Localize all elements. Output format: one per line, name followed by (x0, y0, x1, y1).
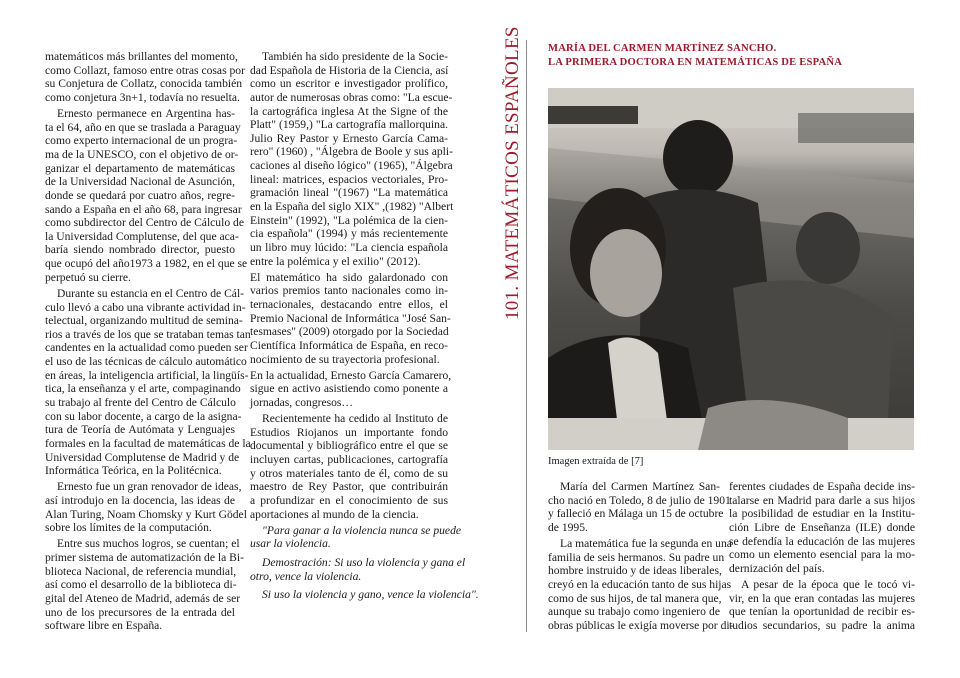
text-line: Ernesto fue un gran renovador de ideas, (57, 480, 242, 494)
text-line: como Collazt, famoso entre otras cosas por (45, 63, 245, 77)
text-line: Alan Turing, Noam Chomsky y Kurt Gödel (45, 507, 247, 521)
text-line: de la Universidad Nacional de Asunción, (45, 175, 235, 189)
article-title-line-2: LA PRIMERA DOCTORA EN MATEMÁTICAS DE ESPAÑA (548, 56, 843, 68)
text-line: otro, vence la violencia. (250, 569, 362, 583)
text-line: tesmases" (2009) otorgado por la Sociedad (250, 325, 449, 339)
article-title-line-1: MARÍA DEL CARMEN MARTÍNEZ SANCHO. (548, 43, 777, 54)
text-line: Recientemente ha cedido al Instituto de (262, 412, 448, 426)
article-header (548, 42, 842, 69)
text-line: tura de Teoría de Autómata y Lenguajes (45, 423, 235, 437)
text-line: así introdujo en la docencia, las ideas de (45, 494, 235, 507)
text-line: caciones al diseño lógico" (1965), "Álgebra (250, 159, 453, 173)
text-line: ma de la UNESCO, con el objetivo de or- (45, 147, 239, 161)
text-line: ta el 64, año en que se traslada a Paraguay (45, 120, 241, 134)
text-line: Durante su estancia en el Centro de Cál- (57, 286, 245, 300)
text-line: familia de seis hermanos. Su padre un (548, 550, 725, 564)
text-line: ganizar el departamento de matemáticas (45, 161, 235, 175)
text-line: El matemático ha sido galardonado con (250, 270, 448, 284)
text-line: Platt" (1959,) "La cartografía mallorquina. (250, 118, 448, 132)
historical-photo (548, 88, 914, 450)
text-line: gramación lineal "(1967) "La matemática (250, 186, 448, 200)
text-line: se defendía la educación de las mujeres (729, 534, 915, 548)
text-line: entre la polémica y el exilio" (2012). (250, 254, 421, 268)
paragraph (729, 480, 915, 575)
text-line: ternacionales, destacando entre ellos, el (250, 298, 448, 312)
text-line: tica, la enseñanza y el arte, compaginando (45, 382, 241, 396)
text-line: María del Carmen Martínez San- (560, 480, 720, 493)
text-line: ción Libre de Enseñanza (ILE) donde (729, 520, 915, 534)
text-line: incluyen cartas, publicaciones, cartografía (250, 453, 448, 467)
text-line: donde se quedará por cuatro años, regre- (45, 188, 235, 202)
text-line: A pesar de la época que le tocó vi- (741, 577, 915, 591)
text-line: Demostración: Si uso la violencia y gana el (262, 556, 466, 570)
text-line: su trabajo al frente del Centro de Cálculo (45, 396, 236, 410)
text-line: Si uso la violencia y gano, vence la violencia". (262, 588, 479, 602)
text-line: baría siendo nombrado director, puesto (45, 243, 235, 257)
text-line: como subdirector del Centro de Cálculo de (45, 216, 244, 230)
text-line: dernización del país. (729, 561, 825, 575)
text-line: ferentes ciudades de España decide ins- (729, 480, 915, 493)
text-line: Julio Rey Pastor y Ernesto García Cama- (250, 131, 448, 145)
text-line: maestro de Rey Pastor, que contribuirán (250, 480, 448, 494)
text-line: un libro muy lúcido: "La ciencia española (250, 240, 448, 254)
text-line: tudios secundarios, su padre la anima (729, 618, 915, 632)
text-line: Estudios Riojanos un importante fondo (250, 425, 448, 439)
text-line: software libre en España. (45, 619, 163, 633)
text-line: En la actualidad, Ernesto García Camarero, (250, 368, 452, 382)
text-line: jornadas, congresos… (250, 396, 354, 410)
paragraph (250, 50, 454, 268)
text-line: en áreas, la inteligencia artificial, la lingüís- (45, 368, 249, 382)
text-line: Ernesto permanece en Argentina has- (57, 107, 235, 121)
text-line: La matemática fue la segunda en una (560, 537, 732, 551)
text-line: aportaciones al mundo de la ciencia. (250, 507, 419, 521)
text-line: uno de los precursores de la entrada del (45, 605, 235, 619)
right-page-column-1 (548, 480, 734, 635)
text-line: Científica Informática de España, en reco- (250, 338, 448, 352)
left-page-column-1 (45, 50, 251, 635)
left-page-column-2 (250, 50, 479, 607)
section-title-vertical: 101. MATEMÁTICOS ESPAÑOLES (502, 26, 523, 320)
text-line: su Conjetura de Collatz, conocida también (45, 77, 243, 91)
text-line: y otros materiales tanto de él, como de su (250, 466, 448, 480)
paragraph (548, 480, 731, 535)
text-line: de 1995. (548, 520, 588, 534)
paragraph (45, 286, 251, 478)
paragraph (250, 368, 452, 410)
text-line: cho nació en Toledo, 8 de julio de 1901 (548, 493, 731, 507)
text-line: Universidad Complutense de Madrid y de (45, 450, 240, 464)
text-line: que ocupó del año1973 a 1982, en el que se (45, 257, 248, 271)
text-line: talarse en Madrid para darle a sus hijos (729, 493, 915, 507)
text-line: Premio Nacional de Informática "José San- (250, 311, 451, 325)
text-line: como experto internacional de un progra- (45, 134, 238, 148)
text-line: creyó en la educación tanto de sus hijas (548, 577, 732, 591)
paragraph (729, 578, 915, 633)
text-line: culo llevó a cabo una vibrante actividad in- (45, 300, 246, 314)
right-page-column-2 (729, 480, 915, 635)
text-line: rero" (1960) , "Álgebra de Boole y sus apli- (250, 145, 453, 159)
text-line: matemáticos más brillantes del momento, (45, 50, 238, 63)
paragraph (250, 412, 448, 521)
text-line: que tenían la oportunidad de recibir es- (729, 605, 915, 619)
text-line: Entre sus muchos logros, se cuentan; el (57, 537, 240, 551)
text-line: varios premios tanto nacionales como in- (250, 284, 448, 298)
paragraph (548, 537, 734, 632)
paragraph (45, 480, 247, 535)
text-line: como un elemento esencial para la mo- (729, 548, 915, 562)
text-line: así como el desarrollo de la biblioteca di- (45, 578, 237, 592)
quote-paragraph (250, 556, 466, 583)
text-line: nocimiento de su trayectoria profesional. (250, 352, 440, 366)
text-line: a profundizar en el conocimiento de sus (250, 494, 448, 507)
text-line: cia española" (1994) y más recientemente (250, 227, 448, 241)
text-line: obras públicas le exigía moverse por di- (548, 618, 734, 632)
text-line: primer sistema de automatización de la Bi- (45, 551, 244, 565)
text-line: documental y bibliográfico entre el que se (250, 439, 448, 453)
text-line: perpetuó su cierre. (45, 270, 131, 284)
text-line: lineal: matrices, espacios vectoriales, Pro- (250, 172, 448, 186)
paragraph (45, 50, 245, 105)
text-line: Informática Teórica, en la Politécnica. (45, 464, 222, 478)
photo-caption: Imagen extraída de [7] (548, 456, 644, 467)
photo-illustration (548, 88, 914, 450)
text-line: blioteca Nacional, de referencia mundial, (45, 564, 237, 578)
text-line: hombre instruido y de ideas liberales, (548, 564, 722, 578)
text-line: usar la violencia. (250, 537, 331, 551)
text-line: gital del Ateneo de Madrid, además de ser (45, 591, 241, 605)
text-line: como un escritor e investigador prolífico, (250, 77, 448, 91)
text-line: la Universidad Complutense, del que aca- (45, 229, 239, 243)
text-line: aunque su trabajo como ingeniero de (548, 605, 720, 619)
text-line: la cartográfica inglesa At the Signe of the (250, 104, 448, 118)
text-line: sigue en activo asistiendo como ponente a (250, 382, 448, 396)
text-line: y falleció en Málaga un 15 de octubre (548, 507, 724, 521)
text-line: como conjetura 3n+1, todavía no resuelta. (45, 90, 240, 104)
text-line: vir, en la que eran contadas las mujeres (729, 591, 915, 605)
text-line: la posibilidad de estudiar en la Institu- (729, 507, 915, 521)
paragraph (45, 107, 248, 284)
text-line: dad Española de Historia de la Ciencia, así (250, 63, 449, 77)
quote-paragraph (250, 523, 462, 551)
text-line: También ha sido presidente de la Socie- (262, 50, 448, 63)
text-line: autor de numerosas obras como: "La escue- (250, 90, 453, 104)
quote-paragraph (250, 588, 479, 602)
text-line: el uso de las técnicas de cálculo automático (45, 355, 247, 369)
text-line: "Para ganar a la violencia nunca se puede (262, 523, 462, 537)
text-line: rios a través de los que se trataban temas tan (45, 327, 251, 341)
vertical-divider (526, 40, 527, 632)
text-line: en la España del siglo XIX" ,(1982) "Albert (250, 200, 454, 214)
text-line: sando a España en el año 68, para ingresar (45, 202, 242, 216)
text-line: formales en la facultad de matemáticas de la (45, 436, 251, 450)
paragraph (45, 537, 244, 633)
text-line: telectual, organizando multitud de semina- (45, 314, 243, 328)
text-line: candentes en la actualidad como pueden ser (45, 341, 248, 355)
paragraph (250, 270, 451, 366)
text-line: Einstein" (1992), "La polémica de la cien- (250, 213, 448, 227)
text-line: como de sus hijos, de tal manera que, (548, 591, 722, 605)
text-line: con su labor docente, a cargo de la asigna- (45, 409, 242, 423)
text-line: sobre los límites de la computación. (45, 521, 212, 535)
